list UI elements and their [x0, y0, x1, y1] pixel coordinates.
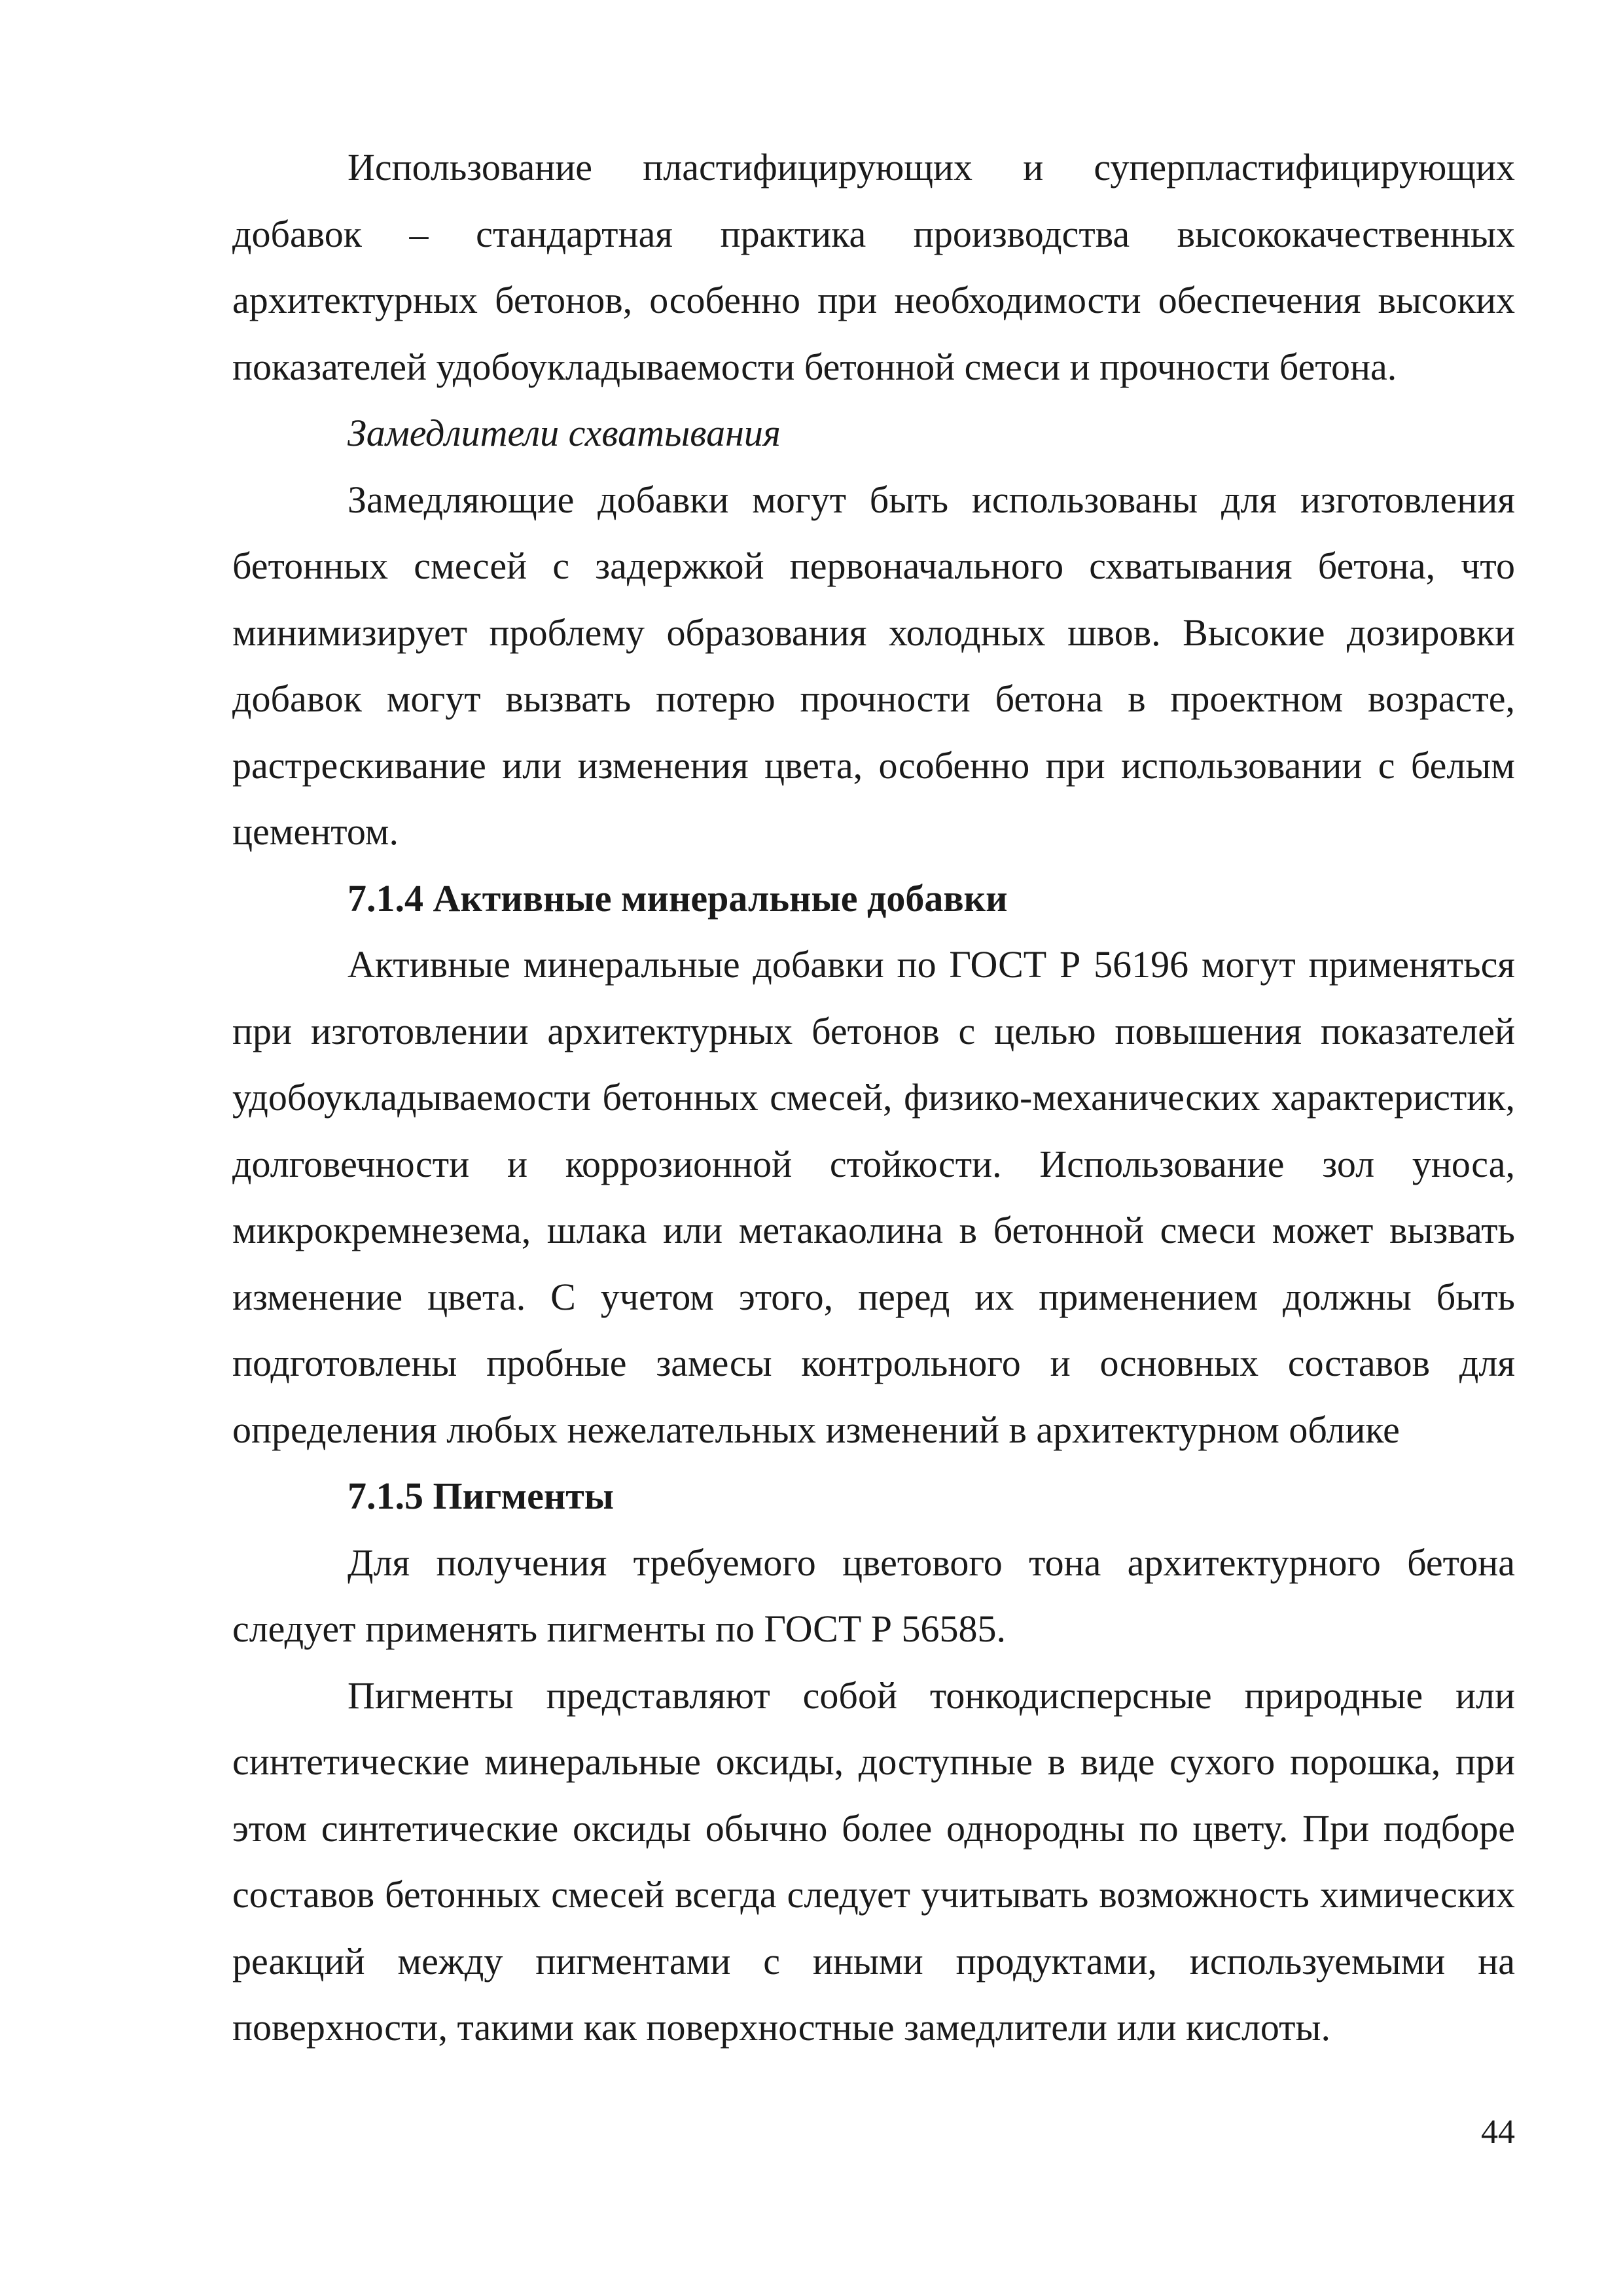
document-page: [232, 134, 1515, 2061]
subheading-retarders: Замедлители схватывания: [348, 412, 781, 454]
section-heading-7-1-4: 7.1.4 Активные минеральные добавки: [348, 876, 1008, 920]
section-heading-7-1-5: 7.1.5 Пигменты: [348, 1475, 615, 1517]
paragraph-pigments-detail: Пигменты представляют собой тонкодисперсные природные или синтетические минеральные оксиды, доступные в виде сухого порошка, при этом синтетические оксиды обычно более однородны по цвету. При подборе составов бетонных смесей всегда следует учитывать возможность химических реакций между пигментами с иными продуктами, используемыми на поверхности, такими как поверхностные замедлители или кислоты.: [232, 1674, 1515, 2049]
paragraph-plasticizers: Использование пластифицирующих и суперпластифицирующих добавок – стандартная практика производства высококачественных архитектурных бетонов, особенно при необходимости обеспечения высоких показателей удобоукладываемости бетонной смеси и прочности бетона.: [232, 146, 1515, 388]
paragraph-mineral-additives: Активные минеральные добавки по ГОСТ Р 56196 могут применяться при изготовлении архитектурных бетонов с целью повышения показателей удобоукладываемости бетонных смесей, физико-механических характеристик, долговечности и коррозионной стойкости. Использование зол уноса, микрокремнезема, шлака или метакаолина в бетонной смеси может вызвать изменение цвета. С учетом этого, перед их применением должны быть подготовлены пробные замесы контрольного и основных составов для определения любых нежелательных изменений в архитектурном облике: [232, 943, 1515, 1451]
paragraph-pigments-intro: Для получения требуемого цветового тона архитектурного бетона следует применять пигменты по ГОСТ Р 56585.: [232, 1541, 1515, 1650]
paragraph-retarders: Замедляющие добавки могут быть использованы для изготовления бетонных смесей с задержкой первоначального схватывания бетона, что минимизирует проблему образования холодных швов. Высокие дозировки добавок могут вызвать потерю прочности бетона в проектном возрасте, растрескивание или изменения цвета, особенно при использовании с белым цементом.: [232, 478, 1515, 853]
page-number: 44: [1481, 2113, 1515, 2151]
